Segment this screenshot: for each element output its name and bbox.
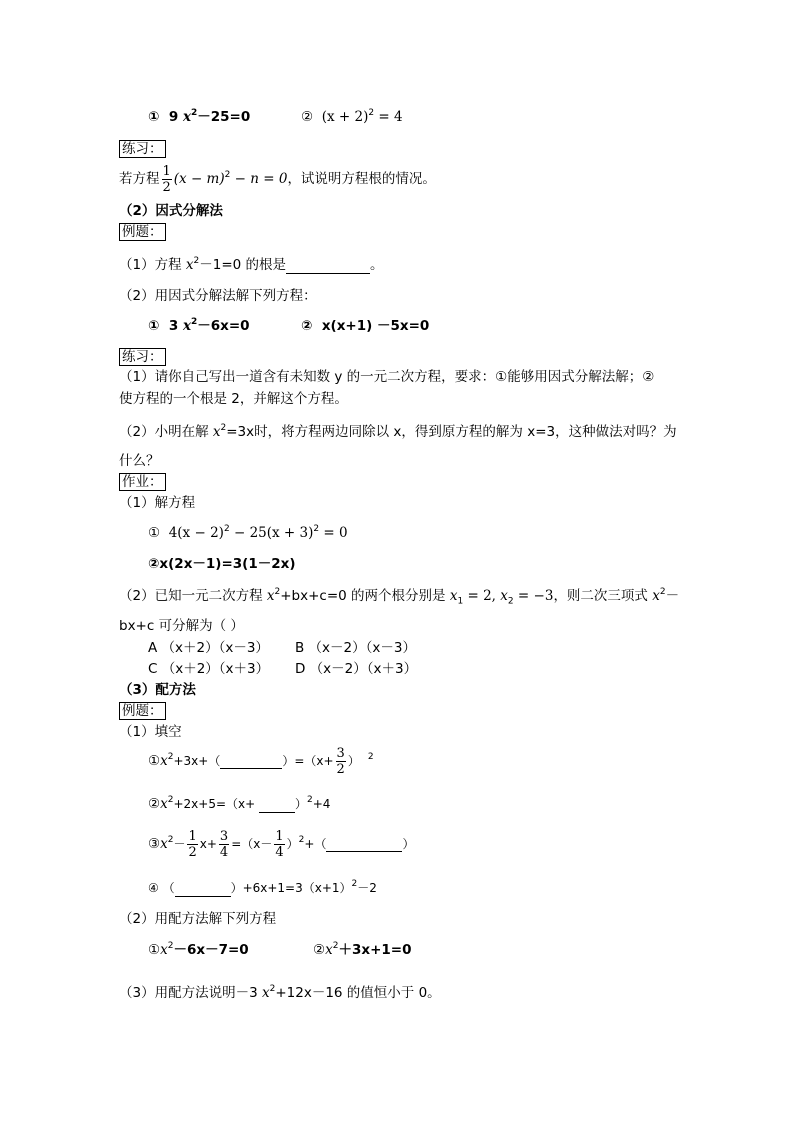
exponent: 2	[220, 422, 227, 433]
method-2b	[313, 941, 411, 959]
fill-blank[interactable]	[326, 837, 402, 852]
fill-title: （1）填空	[119, 724, 182, 740]
example3-label-box	[119, 702, 166, 720]
exponent: 2	[224, 169, 231, 180]
item-number: ②	[148, 796, 161, 812]
equation-text: − n = 0	[230, 171, 288, 187]
exercise-2-number: ②	[301, 109, 314, 125]
variable-x: x	[182, 318, 191, 334]
practice-label: 练习：	[119, 348, 166, 366]
homework-1b: ②x(2x－1)=3(1－2x)	[148, 556, 296, 572]
subscript: 1	[457, 596, 464, 607]
exponent: 2	[313, 523, 320, 534]
variable-x: x	[185, 257, 194, 273]
fraction-denominator: 4	[219, 844, 229, 860]
exercise-1	[148, 108, 250, 126]
section-2-title: （2）因式分解法	[119, 203, 223, 219]
exponent: 2	[351, 878, 358, 889]
option-a[interactable]: A （x＋2）（x－3）	[148, 640, 269, 656]
equation-text: 4(x − 2)	[168, 525, 224, 541]
fill-text: ）	[402, 837, 415, 851]
equation-text: = −3	[513, 588, 554, 604]
equation-text: (x − m)	[173, 171, 225, 187]
fill-text: +3x+（	[173, 754, 221, 768]
exponent: 2	[167, 794, 174, 805]
homework-label-box	[119, 473, 166, 491]
homework-text: －	[665, 588, 680, 604]
section-3-title: （3）配方法	[119, 682, 196, 698]
example-2a	[148, 317, 250, 335]
method-2a	[148, 941, 249, 959]
fill-text: ④ （	[148, 881, 175, 895]
item-number: ①	[148, 318, 160, 334]
method-3	[119, 984, 441, 1002]
fill-4	[148, 879, 377, 897]
fill-blank[interactable]	[220, 754, 282, 769]
answer-blank[interactable]	[286, 259, 370, 274]
homework-label: 作业：	[119, 473, 166, 491]
equation-text: = 0	[319, 525, 348, 541]
variable-x: x	[500, 588, 508, 604]
variable-x: x	[160, 836, 168, 852]
equation-text: = 2,	[463, 588, 501, 604]
equation-text: = 4	[374, 109, 403, 125]
fill-2	[148, 795, 330, 813]
exponent: 2	[191, 107, 198, 118]
homework-1-text: （1）解方程	[119, 495, 196, 511]
exponent: 2	[307, 794, 313, 805]
homework-text: ，则二次三项式	[553, 588, 653, 604]
exponent: 2	[167, 940, 174, 951]
equation-text: 3	[168, 318, 183, 334]
example-label: 例题：	[119, 223, 166, 241]
practice-question	[119, 163, 436, 195]
exponent: 2	[332, 940, 339, 951]
practice-1-line-2: 使方程的一个根是 2，并解这个方程。	[119, 391, 348, 407]
equation-text: − 25(x + 3)	[229, 525, 314, 541]
practice-2-line-1	[119, 423, 677, 441]
example-text: －1=0 的根是	[199, 257, 287, 273]
exercise-2	[301, 108, 403, 126]
subscript: 2	[507, 596, 514, 607]
variable-x: x	[160, 942, 168, 958]
equation-text: －25=0	[197, 109, 251, 125]
exercise-1-number: ①	[148, 109, 160, 125]
homework-text: +bx+c=0 的两个根分别是	[280, 588, 450, 604]
option-b[interactable]: B （x－2）（x－3）	[295, 640, 416, 656]
item-number: ②	[313, 942, 326, 958]
method-text: （3）用配方法说明－3	[119, 985, 262, 1001]
example-label-box	[119, 223, 166, 241]
exponent: 2	[367, 751, 374, 762]
fraction-denominator: 2	[162, 179, 171, 195]
fraction-denominator: 2	[188, 844, 197, 860]
fill-text: ）	[286, 837, 299, 851]
fill-text: －	[173, 837, 186, 851]
fraction-denominator: 2	[336, 761, 345, 777]
variable-x: x	[325, 942, 333, 958]
fraction-numerator: 3	[219, 828, 229, 844]
fraction-numerator: 1	[162, 163, 171, 179]
equation-text: －6x=0	[197, 318, 250, 334]
item-number: ①	[148, 753, 161, 769]
item-number: ③	[148, 836, 161, 852]
fraction-one-half	[162, 164, 172, 195]
option-c[interactable]: C （x＋2）（x＋3）	[148, 661, 270, 677]
homework-2-line-2: bx+c 可分解为（ ）	[119, 618, 244, 634]
fraction-one-quarter	[274, 829, 284, 860]
fraction-numerator: 1	[275, 828, 284, 844]
exponent: 2	[298, 834, 305, 845]
practice-2-line-2: 什么？	[119, 453, 160, 469]
fill-text: －2	[357, 881, 377, 895]
fill-text: x+	[199, 837, 217, 851]
fill-text: ）=（x+	[282, 754, 334, 768]
item-number: ①	[148, 525, 161, 541]
fill-text: +4	[312, 797, 331, 811]
exponent: 2	[659, 586, 666, 597]
exponent: 2	[193, 255, 200, 266]
equation-text: 9	[168, 109, 183, 125]
fill-text: +2x+5=（x+	[173, 797, 259, 811]
fill-3	[148, 826, 414, 862]
fill-text: ）+6x+1=3（x+1）	[230, 881, 352, 895]
fill-blank[interactable]	[175, 882, 231, 897]
fill-text: ）	[347, 754, 360, 768]
fraction-one-half	[187, 829, 197, 860]
item-number: ①	[148, 942, 161, 958]
example-1	[119, 256, 384, 274]
equation-text: (x + 2)	[321, 109, 369, 125]
fraction-numerator: 1	[188, 828, 197, 844]
fill-blank[interactable]	[259, 798, 295, 813]
variable-x: x	[212, 424, 221, 440]
question-text: 若方程	[119, 171, 160, 187]
equation-text: ＋3x+1=0	[338, 942, 412, 958]
option-d[interactable]: D （x－2）（x＋3）	[295, 661, 418, 677]
fraction-three-halves	[336, 746, 346, 777]
fill-text: =（x－	[231, 837, 273, 851]
equation-text: －6x－7=0	[173, 942, 249, 958]
variable-x: x	[652, 588, 660, 604]
practice-text: =3x时，将方程两边同除以 x，得到原方程的解为 x=3，这种做法对吗？为	[226, 424, 677, 440]
variable-x: x	[266, 588, 275, 604]
homework-2-line-1	[119, 587, 679, 605]
exponent: 2	[167, 751, 174, 762]
question-text: ，试说明方程根的情况。	[287, 171, 436, 187]
homework-text: （2）已知一元二次方程	[119, 588, 267, 604]
method-text: +12x－16 的值恒小于 0。	[275, 985, 441, 1001]
example-2-text: （2）用因式分解法解下列方程：	[119, 288, 317, 304]
exponent: 2	[167, 834, 174, 845]
fraction-denominator: 4	[275, 844, 284, 860]
fill-text: ）	[294, 797, 307, 811]
variable-x: x	[160, 753, 168, 769]
equation-text: x(x+1) －5x=0	[321, 318, 430, 334]
practice2-label-box	[119, 348, 166, 366]
variable-x: x	[160, 796, 168, 812]
exponent: 2	[223, 523, 230, 534]
variable-x: x	[449, 588, 458, 604]
example-2b	[301, 317, 429, 335]
example-text: （1）方程	[119, 257, 186, 273]
practice-label: 练习：	[119, 140, 166, 158]
practice-text: （2）小明在解	[119, 424, 213, 440]
method-2-text: （2）用配方法解下列方程	[119, 911, 277, 927]
variable-x: x	[182, 109, 191, 125]
practice-label-box	[119, 140, 166, 158]
practice-1-line-1: （1）请你自己写出一道含有未知数 y 的一元二次方程，要求：①能够用因式分解法解；②	[119, 369, 655, 385]
fraction-numerator: 3	[336, 745, 345, 761]
homework-1a	[148, 524, 348, 542]
fraction-three-quarters	[219, 829, 229, 860]
example-text: 。	[370, 257, 384, 273]
exponent: 2	[368, 107, 375, 118]
example-label: 例题：	[119, 702, 166, 720]
exponent: 2	[274, 586, 281, 597]
exponent: 2	[269, 983, 276, 994]
fill-text: +（	[304, 837, 327, 851]
item-number: ②	[301, 318, 313, 334]
exponent: 2	[191, 316, 198, 327]
variable-x: x	[261, 985, 270, 1001]
fill-1	[148, 744, 374, 778]
